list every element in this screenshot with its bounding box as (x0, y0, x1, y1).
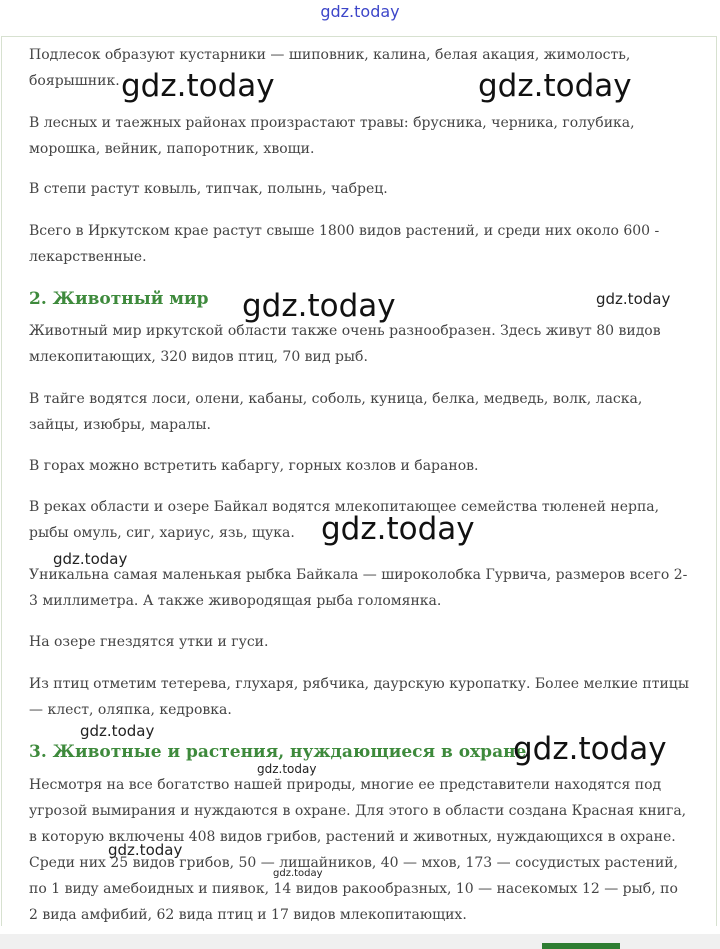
paragraph-steppe: В степи растут ковыль, типчак, полынь, чабрец. (29, 181, 388, 197)
paragraph-undergrowth: Подлесок образуют кустарники — шиповник, калина, белая акация, жимолость, боярышник. (29, 47, 631, 89)
paragraph-red-book: Несмотря на все богатство нашей природы, многие ее представители находятся под угрозой вымирания и нуждаются в охране. Для этого в области создана Красная книга, в которую включены 408 видов грибов, растений и животных, нуждающихся в охране. Среди них 25 видов грибов, 50 — лишайников, 40 — мхов, 173 — сосудистых растений, по 1 виду амебоидных и пиявок, 14 видов ракообразных, 10 — насекомых 12 — рыб, по 2 вида амфибий, 62 вида птиц и 17 видов млекопитающих. (29, 777, 687, 923)
watermark: gdz.today (242, 288, 396, 324)
section-heading-protection: 3. Животные и растения, нуждающиеся в охране (29, 742, 527, 762)
watermark: gdz.today (596, 290, 671, 308)
watermark: gdz.today (321, 511, 475, 547)
paragraph-fauna-intro: Животный мир иркутской области также очень разнообразен. Здесь живут 80 видов млекопитающих, 320 видов птиц, 70 вид рыб. (29, 323, 661, 365)
paragraph-total-plants: Всего в Иркутском крае растут свыше 1800 видов растений, и среди них около 600 - лекарственные. (29, 223, 660, 265)
paragraph-birds: Из птиц отметим тетерева, глухаря, рябчика, даурскую куропатку. Более мелкие птицы — клест, оляпка, кедровка. (29, 676, 689, 718)
watermark: gdz.today (80, 722, 155, 740)
paragraph-rivers: В реках области и озере Байкал водятся млекопитающее семейства тюленей нерпа, рыбы омуль, сиг, хариус, язь, щука. (29, 499, 660, 541)
watermark: gdz.today (257, 762, 317, 776)
watermark: gdz.today (273, 868, 323, 879)
watermark: gdz.today (121, 68, 275, 104)
paragraph-unique-fish: Уникальна самая маленькая рыбка Байкала — широколобка Гурвича, размеров всего 2-3 миллиметра. А также живородящая рыба голомянка. (29, 567, 688, 609)
paragraph-mountains: В горах можно встретить кабаргу, горных козлов и баранов. (29, 458, 479, 474)
paragraph-herbs: В лесных и таежных районах произрастают травы: брусника, черника, голубика, морошка, вейник, папоротник, хвощи. (29, 115, 635, 157)
watermark: gdz.today (108, 841, 183, 859)
watermark: gdz.today (53, 550, 128, 568)
paragraph-taiga: В тайге водятся лоси, олени, кабаны, соболь, куница, белка, медведь, волк, ласка, зайцы, изюбры, маралы. (29, 391, 643, 433)
section-heading-fauna: 2. Животный мир (29, 289, 209, 309)
site-logo[interactable]: gdz.today (320, 2, 400, 21)
bottom-action-button[interactable] (542, 943, 620, 949)
article-content (1, 36, 717, 926)
watermark: gdz.today (513, 731, 667, 767)
paragraph-lake-birds: На озере гнездятся утки и гуси. (29, 634, 269, 650)
watermark: gdz.today (478, 68, 632, 104)
